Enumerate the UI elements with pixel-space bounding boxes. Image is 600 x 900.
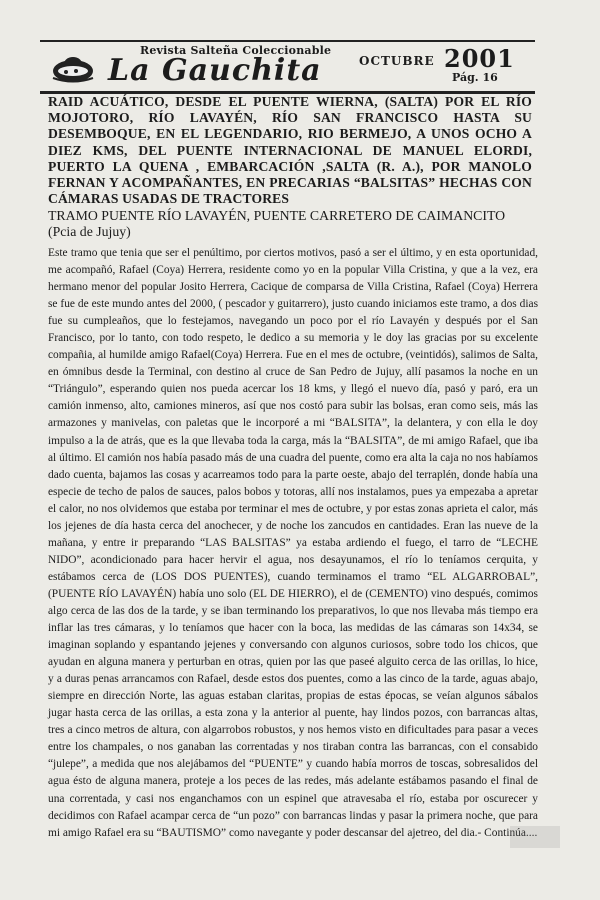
magazine-subtitle: Revista Salteña Coleccionable [140,44,332,57]
issue-year: 2001 [444,44,515,73]
article-headline: RAID ACUÁTICO, DESDE EL PUENTE WIERNA, (SALTA) POR EL RÍO MOJOTORO, RÍO LAVAYÉN, RÍO SAN FRANCISCO HASTA SU DESEMBOQUE, EN EL LEGENDARIO, RIO BERMEJO, A UNOS OCHO A DIEZ KMS, DEL PUENTE INTERNACIONAL DE MANUEL ELORDI, PUERTO LA QUENA , EMBARCACIÓN ,SALTA (R. A.), POR MANOLO FERNAN Y ACOMPAÑANTES, EN PRECARIAS “BALSITAS” HECHAS CON CÁMARAS USADAS DE TRACTORES [48,94,532,207]
article-subhead: TRAMO PUENTE RÍO LAVAYÉN, PUENTE CARRETERO DE CAIMANCITO (Pcia de Jujuy) [48,208,506,239]
issue-month: OCTUBRE [359,54,435,68]
gaucho-logo-icon [50,52,96,86]
page-number: Pág. 16 [452,71,498,84]
article-body: Este tramo que tenia que ser el penúltimo, por ciertos motivos, pasó a ser el último, y en esta oportunidad, me acompañó, Rafael (Coya) Herrera, residente como yo en la popular Villa Cristina, y que a la vez, era hermano menor del popular Josito Herrera, Cacique de comparsa de Villa Cristina, Rafael (Coya) Herrera se fue de este mundo antes del 2000, ( pescador y guitarrero), justo cuando iniciamos este tramo, a dos dias fue su cumpleaños, que lo festejamos, navegando un poco por el río Lavayén y después por el San Francisco, por lo tanto, con todo respeto, le dedico a su memoria y le doy las gracias por su excelente compañia, al humilde amigo Rafael(Coya) Herrera. Fue en el mes de octubre, (veintidós), salimos de Salta, en ómnibus desde la Terminal, con destino al cruce de San Pedro de Jujuy, allí pasamos la noche en un “Triángulo”, esperando quien nos pueda acercar los 18 kms, y llegó el nuevo día, pasó y paró, era un camión inmenso, alto, camiones mineros, así que nos costó para subir las bolsas, eran como seis, más las armazones y manivelas, con paletas que le incorporé a mi “BALSITA”, la delantera, y con ella le doy impulso a la de atrás, que es la que llevaba toda la carga, más la “BALSITA”, de mi amigo Rafael, que iba al último. El camión nos había pasado más de una cuadra del puente, como era alta la caja no nos habíamos dado cuenta, bajamos las cosas y acarreamos todo para la parte oeste, abajo del terraplén, donde había una especie de techo de palos de sauces, palos bobos y totoras, allí nos instalamos, pues ya empezaba a apretar el calor, no nos olvidemos que estaba por terminar el mes de octubre, y por estas zonas aprieta el calor, más los jejenes de día hasta cerca del anochecer, y de noche los zancudos en cantidades. Eran las nueve de la mañana, y entre ir preparando “LAS BALSITAS” ya estaba ardiendo el fuego, el tarro de “LECHE NIDO”, acondicionado para hacer hervir el agua, nos desayunamos, el río lo teníamos cerquita, y estábamos cerca de (LOS DOS PUENTES), cuando terminamos el tramo “EL ALGARROBAL”, (PUENTE RÍO LAVAYÉN) había uno solo (EL DE HIERRO), el de (CEMENTO) vino después, comimos algo cerca de las dos de la tarde, y se iban terminando los preparativos, lo que nos llevaba más tiempo era inflar las tres cámaras, y lo teníamos que hacer con la boca, las medidas de las cámaras son 14x34, se imaginan soplando y espantando jejenes y conversando con algunos curiosos, sobre todo los chicos, que ayudan en alguna manera y perturban en otras, quien por las que paseé alguito cerca de las orillas, lo hice, y a duras penas arrancamos con Rafael, desde estos dos puentes, como a las cinco de la tarde, aguas abajo, siempre en dirección Norte, las aguas estaban claritas, propias de estas épocas, se veían algunos sábalos jugar hasta cerca de las orillas, a esta zona y la anterior al puente, hay lindos pozos, con barrancas altas, tres a cinco metros de altura, con algarrobos robustos, y nos hemos visto en dificultades para pasar a veces entre los champales, o nos ganaban las correntadas y nos tiraban contra las barrancas, con el consabido “julepe”, a medida que nos alejábamos del “PUENTE” y cuando había morros de toscas, sobresalidos del agua ésto de alguna manera, proteje a los peces de las redes, más adelante estábamos pasando el final de una correntada, y casi nos enganchamos con un espinel que atravesaba el río, estaba por oscurecer y decidimos con Rafael acampar cerca de “un pozo” con barrancas lindas y pasar la primera noche, que para mi amigo Rafael era su “BAUTISMO” como navegante y poder descansar del ajetreo, del dia.- Continúa.... [48,247,538,839]
bleed-through-mark [508,822,562,852]
magazine-title: La Gauchita [108,53,322,88]
